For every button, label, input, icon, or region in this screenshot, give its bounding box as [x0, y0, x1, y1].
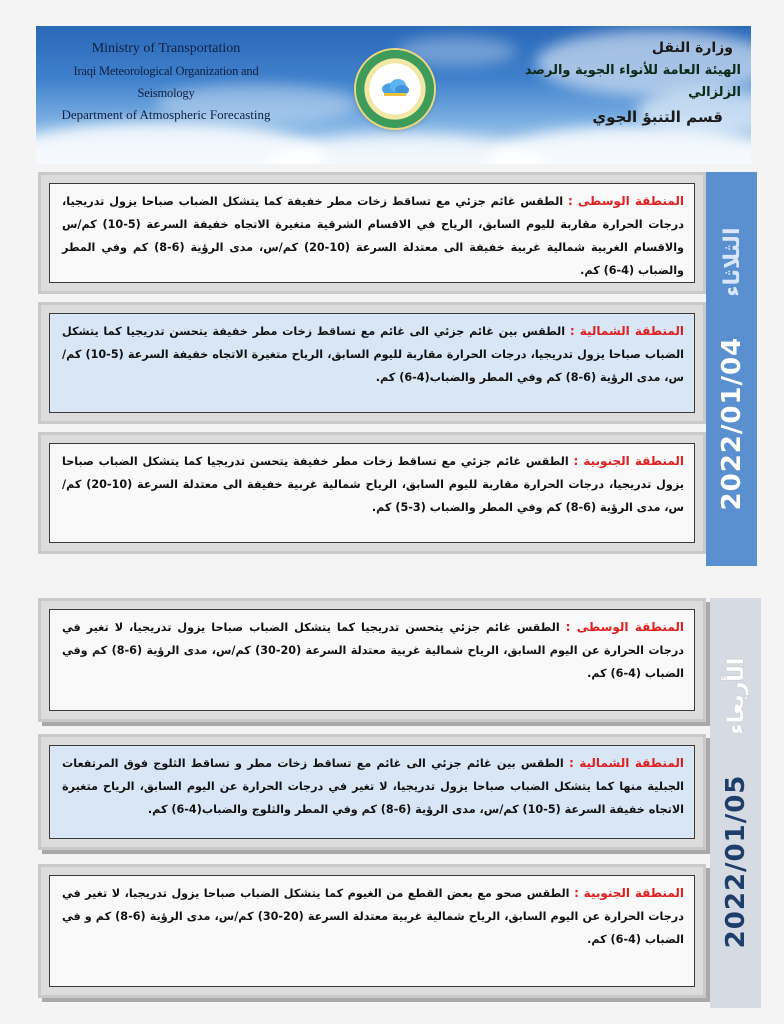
forecast-day-name: الأربعاء [723, 657, 748, 735]
forecast-panel-central-day2 [38, 598, 706, 722]
department-name-ar: قسم التنبؤ الجوي [592, 108, 723, 126]
forecast-date: 2022/01/05 [720, 774, 751, 949]
organization-name-ar: الهيئة العامة للأنواء الجوية والرصد الزلزالي [524, 63, 741, 100]
forecast-text: الطقس بين غائم جزئي الى غائم مع تساقط زخات مطر و تساقط الثلوج فوق المرتفعات الجبلية منها كما يتشكل الضباب صباحا يزول تدريجيا، لا تغير في درجات الحرارة عن اليوم السابق، الرياح متغيرة الاتجاه خفيفة السرعة (5-10) كم/س، مدى الرؤية (6-8) كم وفي المطر والثلوج والضباب(4-6) كم. [62, 757, 684, 816]
forecast-panel-central-day1 [38, 172, 706, 294]
cloud-logo-icon [380, 76, 410, 98]
date-band-day1 [706, 172, 757, 566]
forecast-text-box [49, 609, 695, 711]
region-label: المنطقة الوسطى : [567, 194, 684, 208]
ministry-name-ar: وزارة النقل [651, 40, 733, 56]
forecast-panel-south-day2 [38, 864, 706, 998]
ministry-name-en: Ministry of Transportation [91, 41, 241, 56]
forecast-text-box [49, 875, 695, 987]
forecast-panel-south-day1 [38, 432, 706, 554]
header-english-block [46, 38, 286, 126]
forecast-day-name: الثلاثاء [719, 227, 744, 297]
region-label: المنطقة الجنوبية : [573, 454, 684, 468]
department-name-en: Department of Atmospheric Forecasting [61, 107, 271, 122]
forecast-text-box [49, 443, 695, 543]
organization-emblem-icon [356, 50, 434, 128]
forecast-text-box [49, 313, 695, 413]
region-label: المنطقة الشمالية : [569, 324, 685, 338]
organization-name-en: Iraqi Meteorological Organization and Seismology [73, 64, 259, 100]
forecast-text-box [49, 745, 695, 839]
forecast-panel-north-day1 [38, 302, 706, 424]
forecast-text: الطقس غائم جزئي مع تساقط زخات مطر خفيفة كما يتشكل الضباب صباحا يزول تدريجيا، درجات الحرارة مقاربة لليوم السابق، الرياح في الاقسام الشرقية متغيرة الاتجاه خفيفة السرعة (5-10) كم/س والاقسام الغربية شمالية غربية خفيفة الى معتدلة السرعة (10-20) كم/س، مدى الرؤية (6-8) كم وفي المطر والضباب (4-6) كم. [62, 195, 684, 277]
forecast-text: الطقس بين غائم جزئي الى غائم مع تساقط زخات مطر خفيفة يتحسن تدريجيا كما يتشكل الضباب صباحا يزول تدريجيا، درجات الحرارة مقاربة لليوم السابق، الرياح متغيرة الاتجاه خفيفة السرعة (5-10) كم/س، مدى الرؤية (6-8) كم وفي المطر والضباب(4-6) كم. [62, 325, 684, 384]
forecast-date: 2022/01/04 [716, 336, 747, 511]
header-banner [36, 26, 751, 164]
forecast-text-box [49, 183, 695, 283]
header-arabic-block [491, 36, 741, 130]
forecast-text: الطقس صحو مع بعض القطع من الغيوم كما يتشكل الضباب صباحا يزول تدريجيا، لا تغير في درجات الحرارة عن اليوم السابق، الرياح شمالية غربية معتدلة السرعة (20-30) كم/س، مدى الرؤية (6-8) كم و في الضباب (4-6) كم. [62, 887, 684, 946]
date-band-day2 [710, 598, 761, 1008]
forecast-text: الطقس غائم جزئي يتحسن تدريجيا كما يتشكل الضباب صباحا يزول تدريجيا، لا تغير في درجات الحرارة عن اليوم السابق، الرياح شمالية غربية معتدلة السرعة (20-30) كم/س، مدى الرؤية (6-8) كم وفي الضباب (4-6) كم. [62, 621, 685, 680]
forecast-panel-north-day2 [38, 734, 706, 850]
region-label: المنطقة الجنوبية : [574, 886, 684, 900]
forecast-text: الطقس غائم جزئي مع تساقط زخات مطر خفيفة يتحسن تدريجيا كما يتشكل الضباب صباحا يزول تدريجيا، درجات الحرارة مقاربة لليوم السابق، الرياح شمالية غربية خفيفة الى معتدلة السرعة (10-20) كم/س، مدى الرؤية (6-8) كم وفي المطر والضباب (3-5) كم. [62, 455, 684, 514]
region-label: المنطقة الوسطى : [565, 620, 684, 634]
region-label: المنطقة الشمالية : [568, 756, 684, 770]
